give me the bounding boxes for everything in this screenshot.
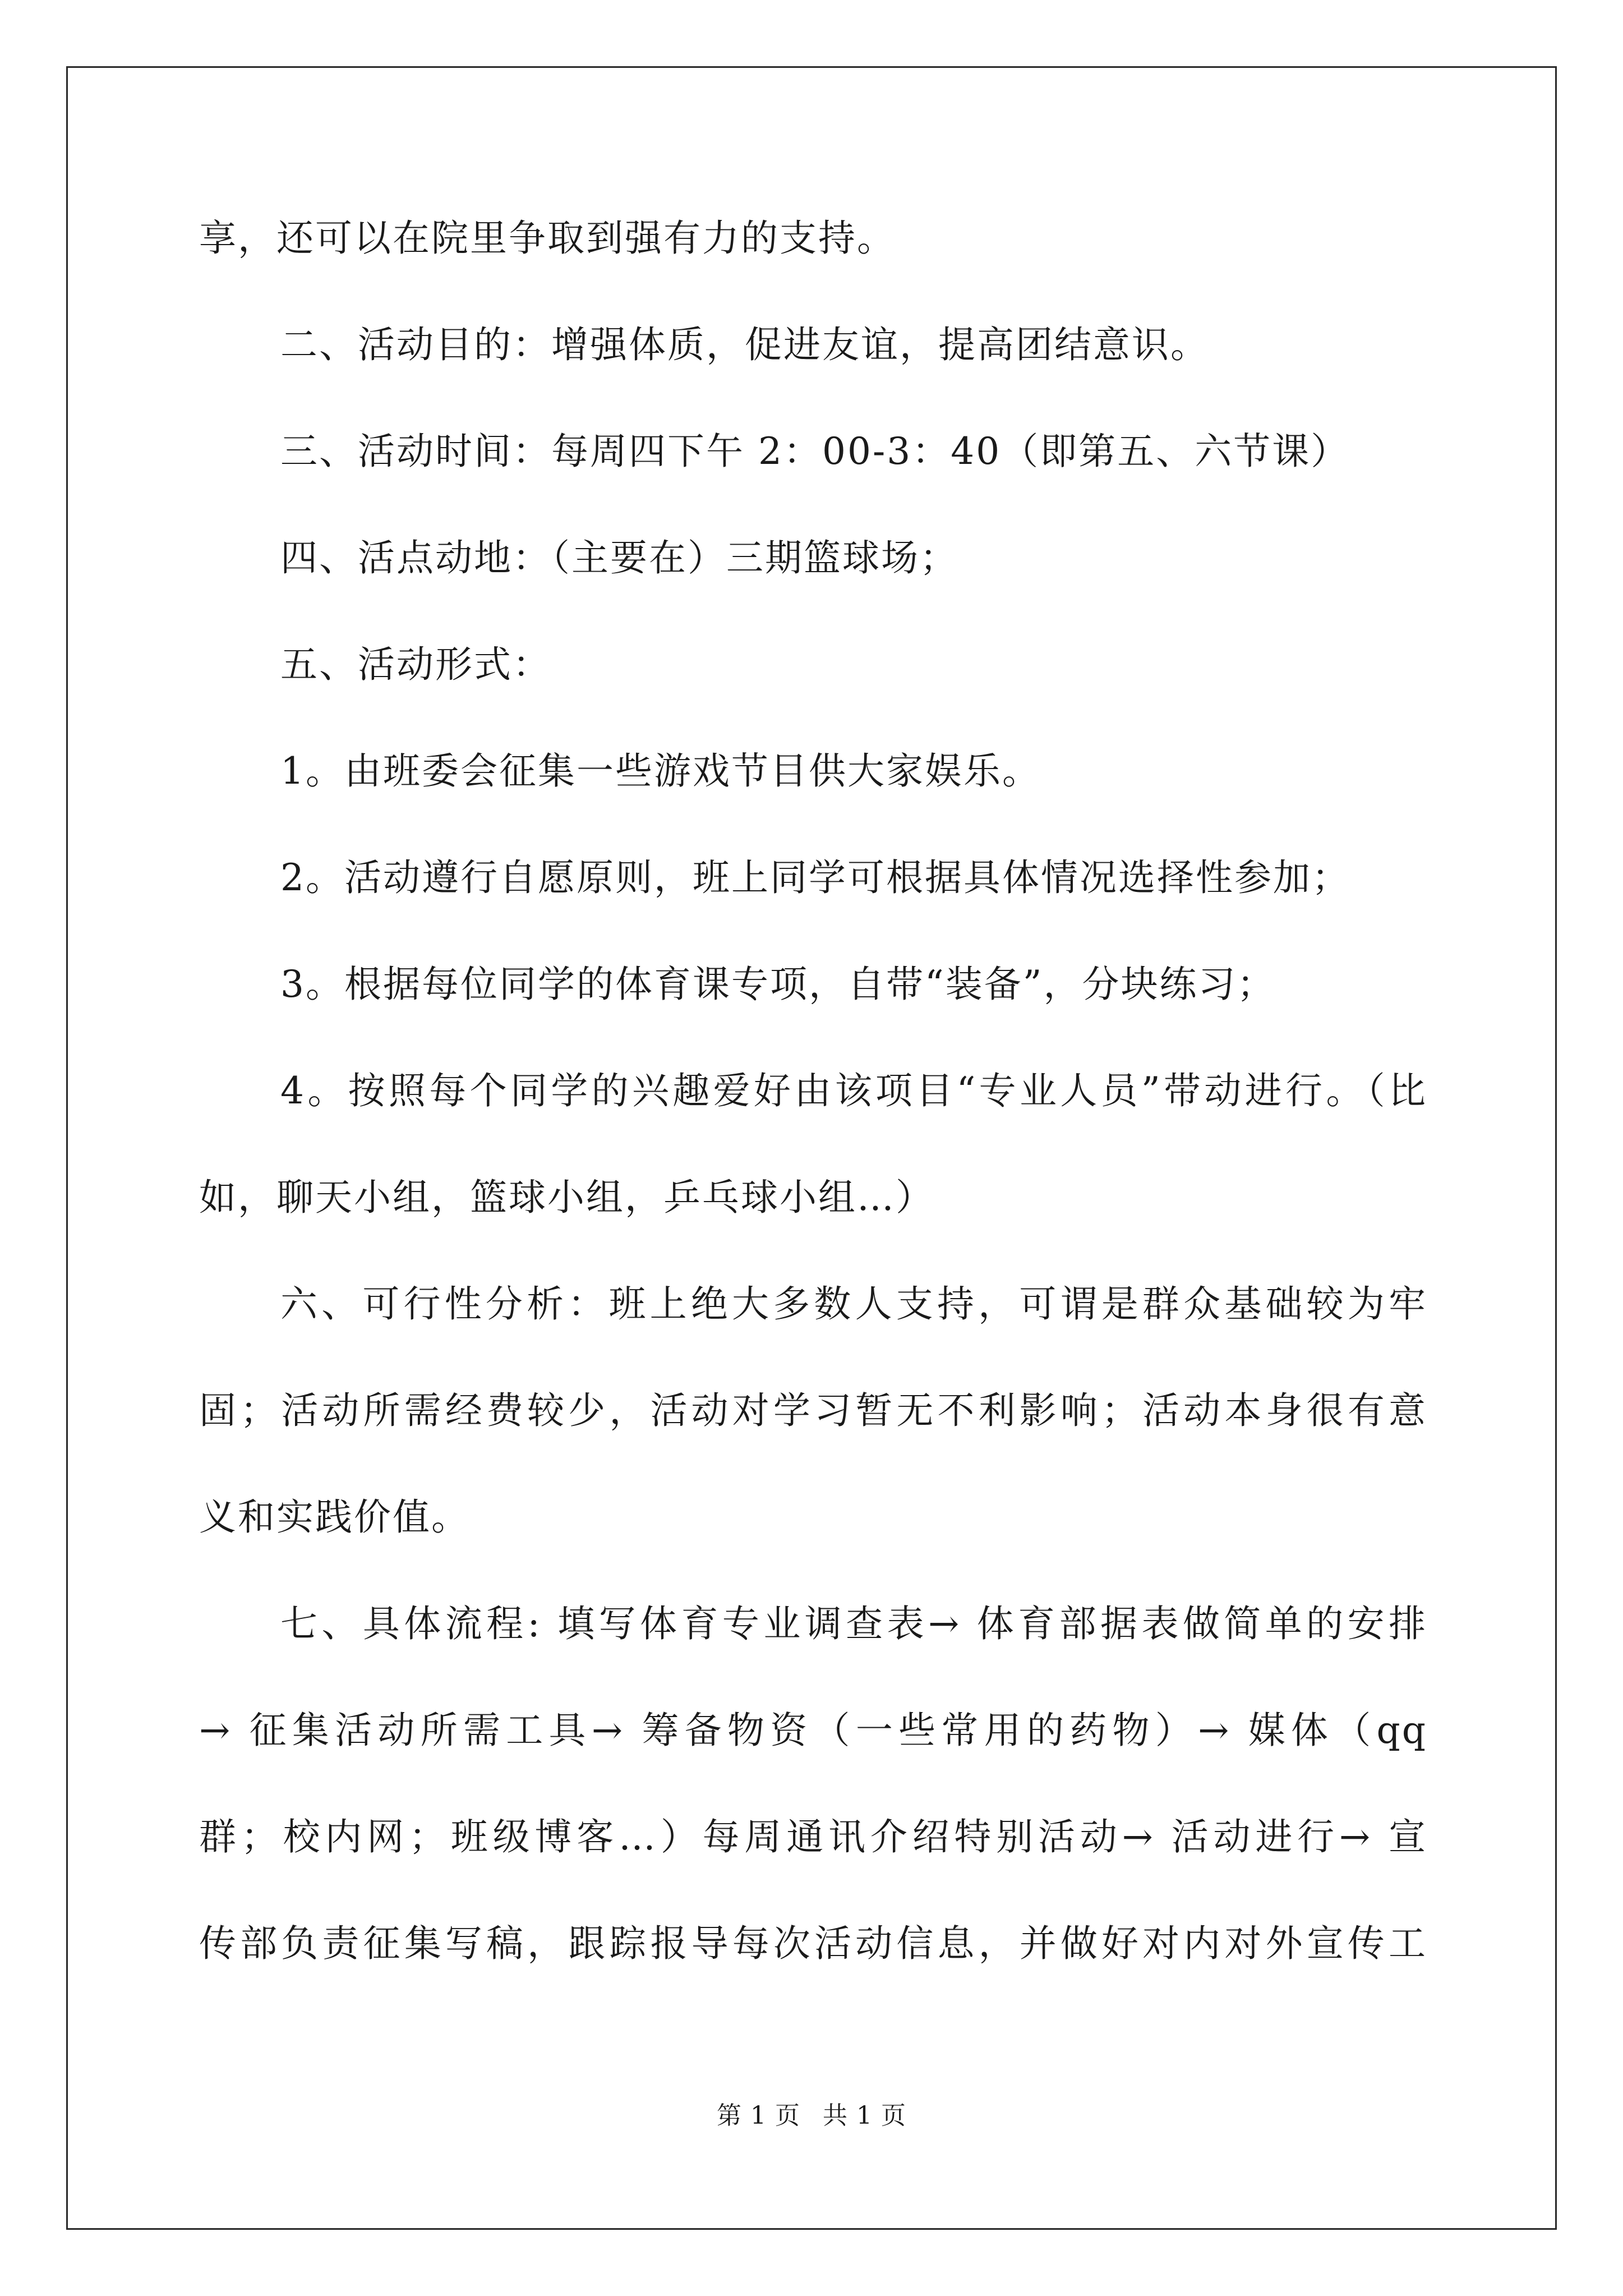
text-line: 传部负责征集写稿，跟踪报导每次活动信息，并做好对内对外宣传工 xyxy=(199,1922,1427,1965)
text-line: 七、具体流程: 填写体育专业调查表→ 体育部据表做简单的安排 xyxy=(280,1602,1427,1645)
text-line: 4。按照每个同学的兴趣爱好由该项目“专业人员”带动进行。（比 xyxy=(280,1069,1427,1112)
text-line: 五、活动形式： xyxy=(280,643,551,686)
text-line: 1。由班委会征集一些游戏节目供大家娱乐。 xyxy=(280,749,1041,793)
text-line: 固；活动所需经费较少，活动对学习暂无不利影响；活动本身很有意 xyxy=(199,1389,1427,1432)
text-line: 三、活动时间：每周四下午 2：00-3：40（即第五、六节课） xyxy=(280,430,1350,473)
text-line: 群；校内网；班级博客…）每周通讯介绍特别活动→ 活动进行→ 宣 xyxy=(199,1815,1427,1858)
text-line: 四、活点动地：（主要在）三期篮球场； xyxy=(280,536,958,579)
text-line: 二、活动目的：增强体质，促进友谊，提高团结意识。 xyxy=(280,323,1209,366)
text-line: 享，还可以在院里争取到强有力的支持。 xyxy=(199,217,896,260)
page-border xyxy=(66,66,1557,2230)
page-total: 共 1 页 xyxy=(823,2101,906,2130)
text-line: 2。活动遵行自愿原则，班上同学可根据具体情况选择性参加； xyxy=(280,856,1350,899)
text-line: 义和实践价值。 xyxy=(199,1496,470,1539)
text-line: 如，聊天小组，篮球小组，乒乓球小组…） xyxy=(199,1176,934,1219)
text-line: → 征集活动所需工具→ 筹备物资（一些常用的药物）→ 媒体（qq xyxy=(199,1709,1427,1752)
text-line: 六、可行性分析：班上绝大多数人支持，可谓是群众基础较为牢 xyxy=(280,1282,1427,1326)
page-number: 第 1 页 xyxy=(717,2101,800,2130)
page-footer xyxy=(0,2099,1623,2133)
text-line: 3。根据每位同学的体育课专项，自带“装备”，分块练习； xyxy=(280,963,1276,1006)
